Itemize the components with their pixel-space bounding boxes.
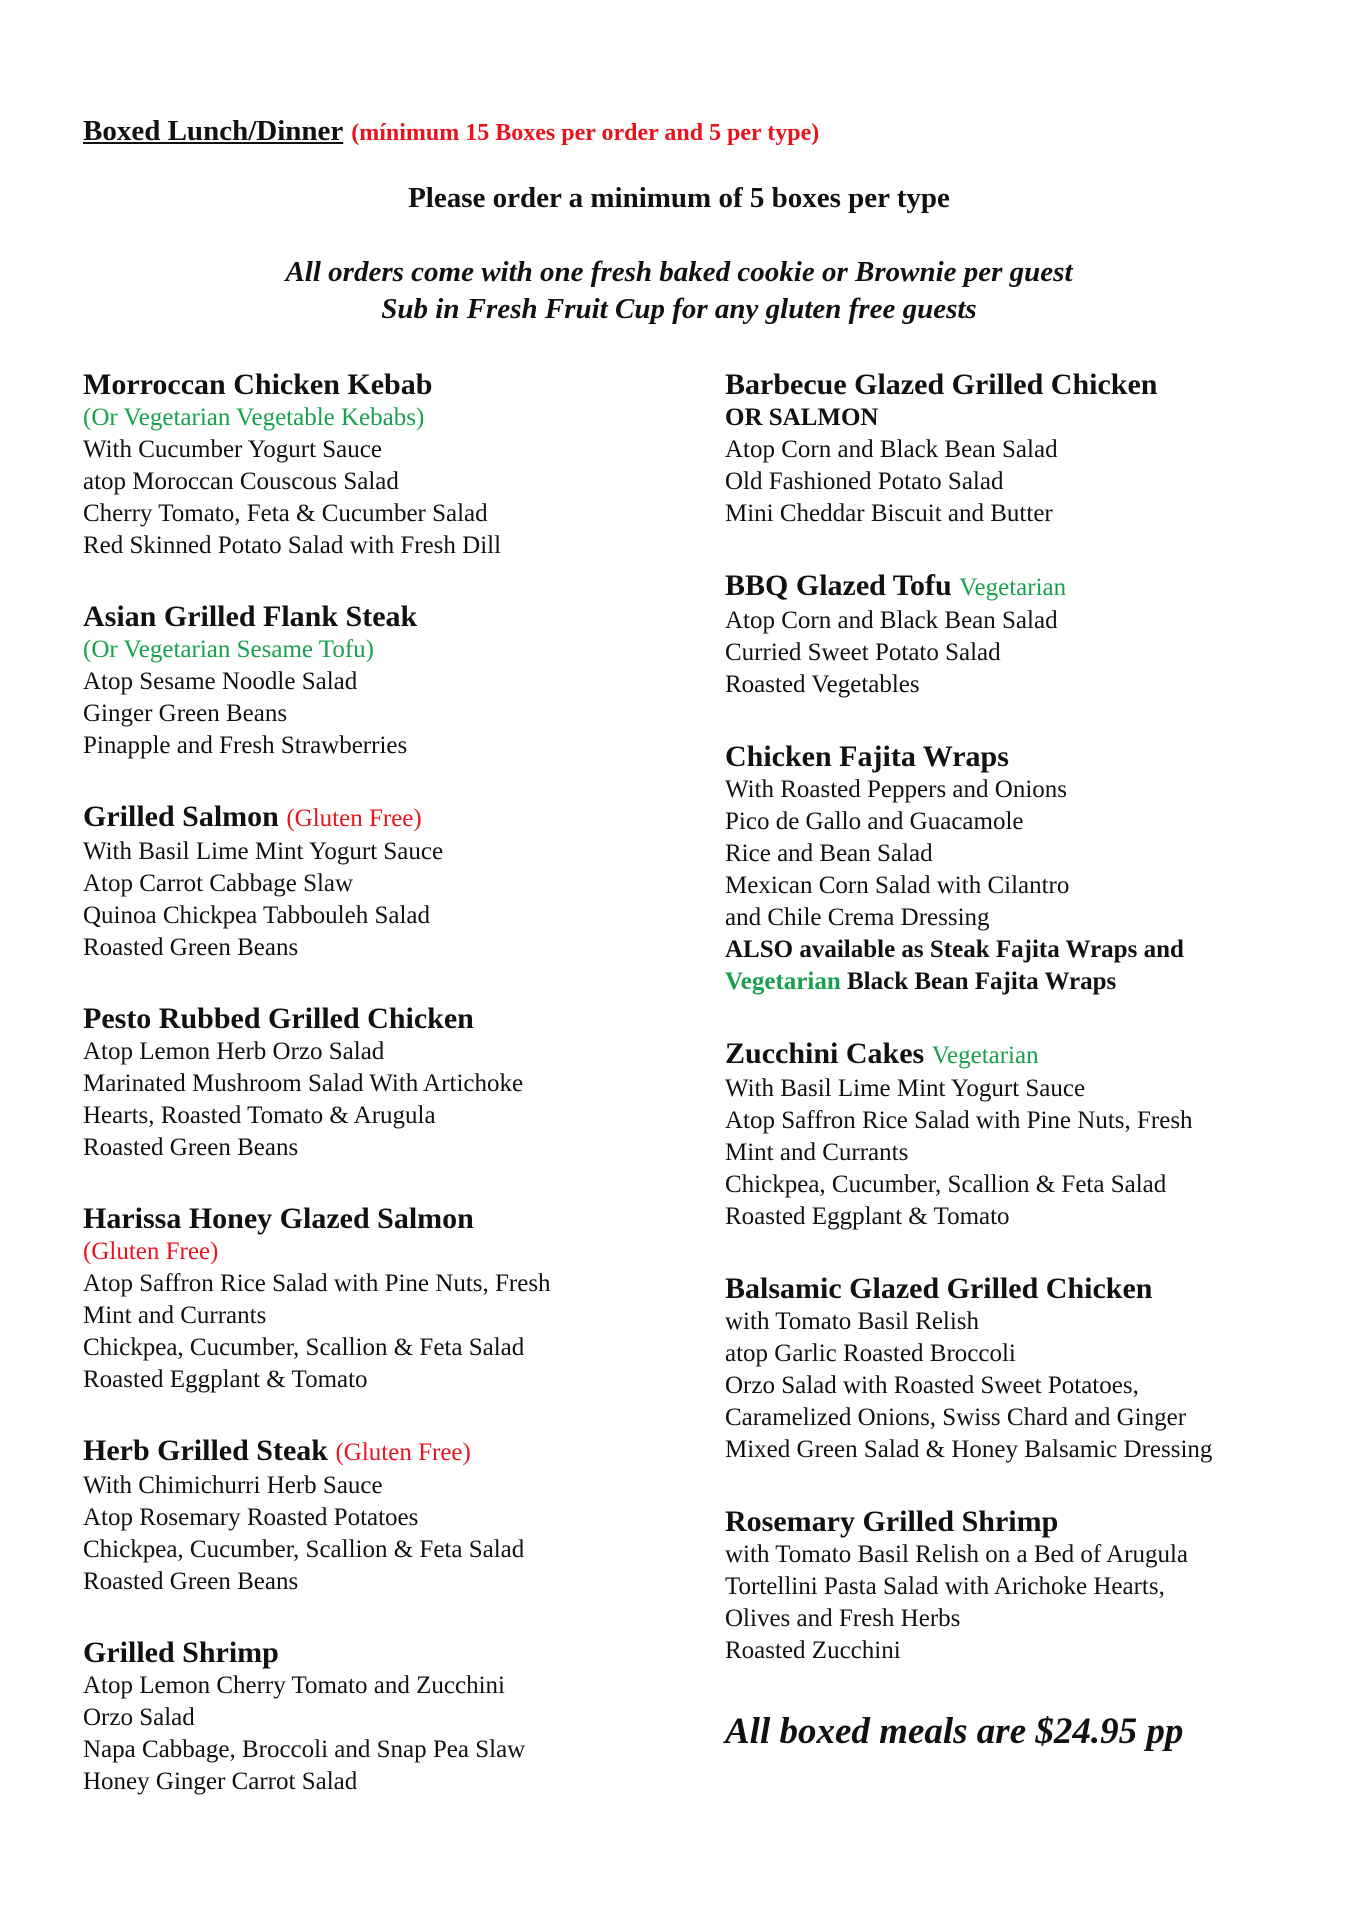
item-line: with Tomato Basil Relish — [725, 1308, 980, 1335]
item-line: Roasted Green Beans — [83, 1134, 299, 1161]
item-line: Rice and Bean Salad — [725, 840, 933, 867]
item-line: Atop Carrot Cabbage Slaw — [83, 870, 354, 897]
menu-item-chicken-fajita-wraps — [725, 739, 1345, 998]
cookie-note: All orders come with one fresh baked cookie or Brownie per guest — [285, 256, 1073, 288]
item-line: with Tomato Basil Relish on a Bed of Arugula — [725, 1541, 1189, 1568]
item-line: Ginger Green Beans — [83, 700, 288, 727]
item-line: Mint and Currants — [725, 1139, 909, 1166]
item-line: Atop Lemon Cherry Tomato and Zucchini — [83, 1672, 505, 1699]
item-line: With Basil Lime Mint Yogurt Sauce — [725, 1075, 1086, 1102]
item-line: Chickpea, Cucumber, Scallion & Feta Salad — [725, 1171, 1167, 1198]
item-line: Mixed Green Salad & Honey Balsamic Dressing — [725, 1436, 1213, 1463]
item-title: Balsamic Glazed Grilled Chicken — [725, 1272, 1153, 1305]
item-title-text: BBQ Glazed Tofu — [725, 569, 952, 602]
item-line: Roasted Eggplant & Tomato — [725, 1203, 1010, 1230]
menu-item-asian-flank-steak — [83, 599, 683, 762]
item-line: With Cucumber Yogurt Sauce — [83, 436, 382, 463]
minimum-per-type: Please order a minimum of 5 boxes per type — [408, 182, 950, 214]
item-title-text: Zucchini Cakes — [725, 1037, 925, 1070]
item-line: With Roasted Peppers and Onions — [725, 776, 1068, 803]
menu-item-rosemary-shrimp — [725, 1504, 1345, 1667]
item-line: Honey Ginger Carrot Salad — [83, 1768, 358, 1795]
item-title: Asian Grilled Flank Steak — [83, 600, 418, 633]
item-line: Chickpea, Cucumber, Scallion & Feta Salad — [83, 1334, 525, 1361]
item-line: Mexican Corn Salad with Cilantro — [725, 872, 1070, 899]
item-line: Atop Lemon Herb Orzo Salad — [83, 1038, 385, 1065]
item-line: Cherry Tomato, Feta & Cucumber Salad — [83, 500, 488, 527]
item-subtitle: OR SALMON — [725, 404, 879, 431]
item-title — [725, 568, 1345, 605]
menu-item-zucchini-cakes — [725, 1036, 1345, 1233]
item-line: Caramelized Onions, Swiss Chard and Ginger — [725, 1404, 1187, 1431]
vegetarian-word: Vegetarian — [725, 968, 841, 995]
page-title: Boxed Lunch/Dinner — [83, 115, 344, 147]
price-note: All boxed meals are $24.95 pp — [725, 1711, 1184, 1752]
also-available-vegetarian — [725, 966, 1345, 998]
item-line: atop Moroccan Couscous Salad — [83, 468, 399, 495]
item-line: Mini Cheddar Biscuit and Butter — [725, 500, 1053, 527]
header — [83, 115, 819, 148]
vegetarian-option: (Or Vegetarian Vegetable Kebabs) — [83, 404, 425, 431]
menu-item-harissa-salmon — [83, 1201, 683, 1396]
item-title: Morroccan Chicken Kebab — [83, 368, 433, 401]
item-line: Marinated Mushroom Salad With Artichoke — [83, 1070, 524, 1097]
item-title — [83, 1433, 683, 1470]
item-line: Atop Saffron Rice Salad with Pine Nuts, Fresh — [83, 1270, 551, 1297]
gluten-free-tag: (Gluten Free) — [286, 805, 422, 832]
gluten-free-note: Sub in Fresh Fruit Cup for any gluten free guests — [381, 293, 977, 325]
item-line: and Chile Crema Dressing — [725, 904, 990, 931]
item-line: Atop Corn and Black Bean Salad — [725, 607, 1058, 634]
item-line: Roasted Zucchini — [725, 1637, 901, 1664]
menu-item-grilled-salmon — [83, 799, 683, 964]
item-line: Roasted Green Beans — [83, 1568, 299, 1595]
item-line: Orzo Salad with Roasted Sweet Potatoes, — [725, 1372, 1139, 1399]
item-title — [725, 1036, 1345, 1073]
item-line: Roasted Eggplant & Tomato — [83, 1366, 368, 1393]
gluten-free-tag: (Gluten Free) — [335, 1439, 471, 1466]
item-line: Atop Saffron Rice Salad with Pine Nuts, Fresh — [725, 1107, 1193, 1134]
menu-item-grilled-shrimp — [83, 1635, 683, 1798]
also-available-note: ALSO available as Steak Fajita Wraps and — [725, 936, 1184, 963]
item-line: Old Fashioned Potato Salad — [725, 468, 1004, 495]
item-line: Mint and Currants — [83, 1302, 267, 1329]
item-line: Atop Rosemary Roasted Potatoes — [83, 1504, 419, 1531]
item-line: Orzo Salad — [83, 1704, 195, 1731]
item-title: Pesto Rubbed Grilled Chicken — [83, 1002, 474, 1035]
menu-item-bbq-tofu — [725, 568, 1345, 701]
menu-item-pesto-chicken — [83, 1001, 683, 1164]
item-line: atop Garlic Roasted Broccoli — [725, 1340, 1016, 1367]
item-line: With Basil Lime Mint Yogurt Sauce — [83, 838, 444, 865]
item-line: Chickpea, Cucumber, Scallion & Feta Salad — [83, 1536, 525, 1563]
item-line: Curried Sweet Potato Salad — [725, 639, 1001, 666]
item-line: Napa Cabbage, Broccoli and Snap Pea Slaw — [83, 1736, 526, 1763]
item-title: Rosemary Grilled Shrimp — [725, 1505, 1059, 1538]
item-line: Red Skinned Potato Salad with Fresh Dill — [83, 532, 502, 559]
item-line: Atop Sesame Noodle Salad — [83, 668, 358, 695]
vegetarian-tag: Vegetarian — [931, 1042, 1039, 1069]
vegetarian-option: (Or Vegetarian Sesame Tofu) — [83, 636, 374, 663]
gluten-free-tag: (Gluten Free) — [83, 1238, 219, 1265]
vegetarian-tag: Vegetarian — [959, 574, 1067, 601]
item-line: Roasted Green Beans — [83, 934, 299, 961]
item-line: Roasted Vegetables — [725, 671, 920, 698]
item-line: With Chimichurri Herb Sauce — [83, 1472, 383, 1499]
item-line: Quinoa Chickpea Tabbouleh Salad — [83, 902, 431, 929]
menu-column-left — [83, 367, 683, 1835]
item-title-text: Herb Grilled Steak — [83, 1434, 328, 1467]
menu-item-balsamic-chicken — [725, 1271, 1345, 1466]
item-line: Pinapple and Fresh Strawberries — [83, 732, 408, 759]
menu-item-moroccan-chicken-kebab — [83, 367, 683, 562]
item-title-text: Grilled Salmon — [83, 800, 279, 833]
menu-column-right — [725, 367, 1345, 1705]
menu-item-herb-steak — [83, 1433, 683, 1598]
item-line: Atop Corn and Black Bean Salad — [725, 436, 1058, 463]
vegetarian-wrap-text: Black Bean Fajita Wraps — [846, 968, 1117, 995]
item-line: Tortellini Pasta Salad with Arichoke Hearts, — [725, 1573, 1165, 1600]
item-title: Grilled Shrimp — [83, 1636, 279, 1669]
item-title: Barbecue Glazed Grilled Chicken — [725, 368, 1158, 401]
menu-item-bbq-chicken — [725, 367, 1345, 530]
item-title: Harissa Honey Glazed Salmon — [83, 1202, 474, 1235]
minimum-order-note: (mínimum 15 Boxes per order and 5 per type) — [351, 120, 820, 146]
item-line: Hearts, Roasted Tomato & Arugula — [83, 1102, 436, 1129]
item-line: Pico de Gallo and Guacamole — [725, 808, 1024, 835]
item-title: Chicken Fajita Wraps — [725, 740, 1009, 773]
item-title — [83, 799, 683, 836]
item-line: Olives and Fresh Herbs — [725, 1605, 961, 1632]
